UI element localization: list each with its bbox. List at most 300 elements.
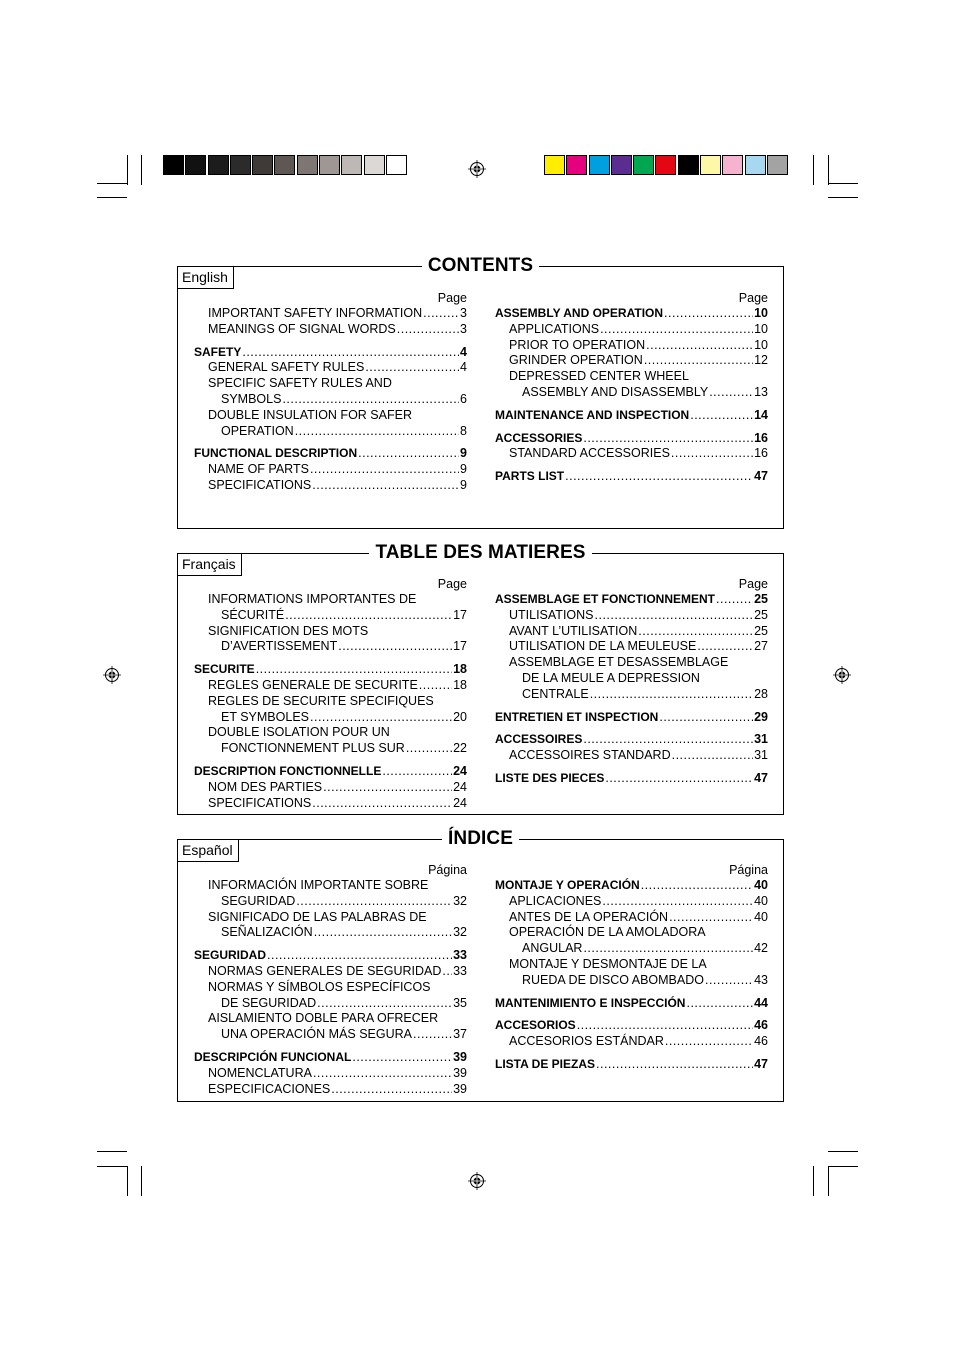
toc-entry (194, 1027, 467, 1043)
toc-entry-text: NOM DES PARTIES (208, 779, 323, 794)
grayscale-calibration-bar (163, 155, 408, 175)
dot-leader (641, 878, 753, 894)
toc-entry (495, 655, 768, 671)
toc-page-number: 47 (754, 770, 768, 785)
color-swatch (589, 155, 610, 175)
toc-spacer (194, 655, 467, 662)
toc-left-column (194, 576, 467, 811)
toc-entry-text: DESCRIPCIÓN FUNCIONAL (194, 1049, 352, 1064)
toc-page-number: 43 (754, 972, 768, 987)
toc-entry (194, 694, 467, 710)
dot-leader (423, 306, 459, 322)
toc-entry (194, 964, 467, 980)
toc-page-number: 33 (453, 963, 467, 978)
dot-leader (659, 710, 753, 726)
toc-page-number: 3 (460, 321, 467, 336)
dot-leader (590, 687, 753, 703)
dot-leader (705, 973, 753, 989)
dot-leader (312, 796, 452, 812)
toc-page-number: 24 (453, 763, 467, 778)
section-title: CONTENTS (422, 254, 539, 278)
gray-swatch (208, 155, 229, 175)
toc-page-number: 22 (453, 741, 467, 756)
toc-entry (495, 338, 768, 354)
toc-page-number: 28 (754, 686, 768, 701)
toc-page-number: 42 (754, 941, 768, 956)
dot-leader (365, 360, 459, 376)
toc-page-number: 8 (460, 423, 467, 438)
dot-leader (709, 385, 753, 401)
toc-page-number: 10 (754, 306, 768, 320)
toc-entry-text: SPECIFIC SAFETY RULES AND (208, 376, 392, 391)
toc-spacer (495, 703, 768, 710)
toc-entry-text: SAFETY (194, 344, 242, 359)
toc-page-number: 25 (754, 607, 768, 622)
dot-leader (671, 446, 753, 462)
dot-leader (295, 424, 459, 440)
dot-leader (256, 662, 452, 678)
toc-entry-text: LISTE DES PIECES (495, 770, 605, 785)
color-swatch (678, 155, 699, 175)
toc-entry (194, 780, 467, 796)
toc-page-number: 13 (754, 384, 768, 399)
toc-entry (495, 1034, 768, 1050)
toc-entry-text: SYMBOLS (221, 391, 282, 406)
toc-page-number: 44 (754, 995, 768, 1010)
toc-spacer (495, 725, 768, 732)
toc-entry-text: ASSEMBLY AND OPERATION (495, 306, 664, 320)
toc-entry-text: ET SYMBOLES (221, 709, 309, 724)
toc-page-number: 9 (460, 462, 467, 477)
toc-page-number: 9 (460, 477, 467, 492)
toc-right-column (495, 862, 768, 1073)
page-column-header: Página (729, 863, 768, 877)
toc-entry-text: SPECIFICATIONS (208, 795, 312, 810)
toc-english (177, 255, 784, 529)
toc-entry-text: MEANINGS OF SIGNAL WORDS (208, 321, 396, 336)
toc-entry-text: FONCTIONNEMENT PLUS SUR (221, 741, 405, 756)
registration-mark-icon (468, 1172, 486, 1190)
toc-entry (194, 360, 467, 376)
toc-heading-entry (495, 469, 768, 485)
toc-page-number: 46 (754, 1034, 768, 1049)
toc-entry-text: APPLICATIONS (509, 321, 600, 336)
toc-right-column (495, 290, 768, 485)
toc-page-number: 24 (453, 779, 467, 794)
dot-leader (338, 639, 452, 655)
toc-heading-entry (495, 732, 768, 748)
toc-page-number: 10 (754, 321, 768, 336)
toc-spacer (495, 764, 768, 771)
toc-page-number: 27 (754, 639, 768, 654)
toc-entry (495, 973, 768, 989)
toc-entry (194, 1066, 467, 1082)
color-swatch (566, 155, 587, 175)
toc-page-number: 16 (754, 446, 768, 461)
dot-leader (664, 306, 753, 322)
dot-leader (310, 462, 459, 478)
toc-entry-text: STANDARD ACCESSORIES (509, 446, 670, 461)
dot-leader (605, 771, 753, 787)
toc-entry-text: SPECIFICATIONS (208, 477, 312, 492)
toc-entry (194, 608, 467, 624)
toc-entry-text: NAME OF PARTS (208, 462, 309, 477)
toc-entry (495, 353, 768, 369)
dot-leader (331, 1082, 452, 1098)
toc-entry-text: DOUBLE ISOLATION POUR UN (208, 725, 390, 740)
toc-page-number: 17 (453, 639, 467, 654)
toc-entry (495, 687, 768, 703)
toc-heading-entry (495, 431, 768, 447)
toc-entry-text: SIGNIFICATION DES MOTS (208, 623, 369, 638)
gray-swatch (364, 155, 385, 175)
toc-entry-text: GRINDER OPERATION (509, 353, 643, 368)
toc-entry-text: ASSEMBLAGE ET DESASSEMBLAGE (509, 655, 729, 670)
toc-page-number: 16 (754, 430, 768, 445)
gray-swatch (230, 155, 251, 175)
toc-page-number: 25 (754, 592, 768, 606)
toc-entry (495, 941, 768, 957)
toc-entry-text: NORMAS GENERALES DE SEGURIDAD (208, 963, 442, 978)
toc-page-number: 4 (460, 360, 467, 375)
toc-entry (194, 741, 467, 757)
dot-leader (600, 322, 753, 338)
toc-entry-text: RUEDA DE DISCO ABOMBADO (522, 972, 704, 987)
toc-entry-text: PARTS LIST (495, 469, 565, 484)
registration-mark-icon (468, 160, 486, 178)
toc-spacer (495, 424, 768, 431)
toc-entry (194, 725, 467, 741)
page-column-header: Page (738, 291, 768, 305)
page-column-header: Page (738, 577, 768, 591)
toc-entry (194, 592, 467, 608)
dot-leader (442, 964, 452, 980)
toc-spacer (194, 338, 467, 345)
toc-entry-text: REGLES DE SECURITE SPECIFIQUES (208, 693, 434, 708)
toc-page-number: 37 (453, 1027, 467, 1042)
toc-entry (194, 376, 467, 392)
toc-entry-text: D’AVERTISSEMENT (221, 639, 338, 654)
dot-leader (323, 780, 452, 796)
toc-entry (194, 796, 467, 812)
toc-entry-text: SIGNIFICADO DE LAS PALABRAS DE (208, 909, 427, 924)
toc-entry-text: ASSEMBLY AND DISASSEMBLY (522, 384, 709, 399)
toc-left-column (194, 290, 467, 494)
toc-entry-text: ACCESSOIRES (495, 732, 583, 747)
toc-entry-text: ANGULAR (522, 941, 583, 956)
toc-page-number: 32 (453, 893, 467, 908)
toc-page-number: 12 (754, 353, 768, 368)
page-column-header: Page (437, 291, 467, 305)
toc-entry-text: MAINTENANCE AND INSPECTION (495, 407, 690, 422)
toc-entry (194, 408, 467, 424)
toc-entry (194, 424, 467, 440)
toc-entry (495, 322, 768, 338)
toc-page-number: 18 (453, 677, 467, 692)
toc-entry-text: MONTAJE Y DESMONTAJE DE LA (509, 956, 707, 971)
toc-entry-text: ASSEMBLAGE ET FONCTIONNEMENT (495, 592, 716, 606)
toc-entry (194, 980, 467, 996)
page-column-header: Página (428, 863, 467, 877)
dot-leader (690, 408, 753, 424)
dot-leader (310, 710, 452, 726)
toc-entry (194, 478, 467, 494)
dot-leader (644, 353, 753, 369)
toc-heading-entry (495, 996, 768, 1012)
dot-leader (697, 639, 753, 655)
toc-entry-text: UTILISATION DE LA MEULEUSE (509, 639, 697, 654)
toc-page-number: 24 (453, 795, 467, 810)
toc-heading-entry (194, 1050, 467, 1066)
toc-entry-text: ACCESORIOS ESTÁNDAR (509, 1034, 664, 1049)
toc-entry-text: NOMENCLATURA (208, 1065, 312, 1080)
toc-entry-text: SECURITE (194, 662, 255, 677)
toc-entry-text: REGLES GENERALE DE SECURITE (208, 677, 418, 692)
toc-left-column (194, 862, 467, 1097)
gray-swatch (386, 155, 407, 175)
toc-heading-entry (495, 878, 768, 894)
toc-entry-text: INFORMACIÓN IMPORTANTE SOBRE (208, 878, 429, 892)
dot-leader (296, 894, 452, 910)
section-title: ÍNDICE (442, 827, 519, 851)
toc-entry (194, 1082, 467, 1098)
toc-page-number: 31 (754, 732, 768, 747)
dot-leader (595, 608, 754, 624)
gray-swatch (163, 155, 184, 175)
toc-entry (194, 462, 467, 478)
toc-entry (495, 748, 768, 764)
toc-entry (495, 910, 768, 926)
registration-mark-icon (103, 666, 121, 684)
toc-heading-entry (495, 1018, 768, 1034)
dot-leader (665, 1034, 753, 1050)
dot-leader (686, 996, 753, 1012)
toc-entry (194, 910, 467, 926)
toc-espanol (177, 828, 784, 1102)
toc-entry-text: LISTA DE PIEZAS (495, 1056, 596, 1071)
dot-leader (596, 1057, 753, 1073)
toc-entry-text: UNA OPERACIÓN MÁS SEGURA (221, 1027, 413, 1042)
color-swatch (700, 155, 721, 175)
dot-leader (672, 748, 753, 764)
toc-entry-text: SEGURIDAD (194, 948, 267, 963)
toc-entry-text: SEÑALIZACIÓN (221, 925, 313, 940)
dot-leader (267, 948, 452, 964)
toc-entry-text: IMPORTANT SAFETY INFORMATION (208, 306, 423, 320)
toc-entry-text: ENTRETIEN ET INSPECTION (495, 709, 659, 724)
toc-entry-text: DESCRIPTION FONCTIONNELLE (194, 763, 382, 778)
toc-entry-text: ANTES DE LA OPERACIÓN (509, 909, 669, 924)
dot-leader (382, 764, 452, 780)
toc-entry (495, 639, 768, 655)
page-column-header: Page (437, 577, 467, 591)
dot-leader (583, 732, 753, 748)
gray-swatch (319, 155, 340, 175)
toc-page-number: 39 (453, 1065, 467, 1080)
toc-spacer (495, 1050, 768, 1057)
dot-leader (602, 894, 753, 910)
toc-heading-entry (495, 306, 768, 322)
toc-entry (194, 624, 467, 640)
toc-entry-text: DOUBLE INSULATION FOR SAFER (208, 407, 412, 422)
language-label: English (178, 267, 234, 289)
toc-entry (495, 671, 768, 687)
dot-leader (282, 392, 459, 408)
gray-swatch (341, 155, 362, 175)
gray-swatch (274, 155, 295, 175)
toc-page-number: 39 (453, 1049, 467, 1064)
toc-page-number: 6 (460, 391, 467, 406)
dot-leader (285, 608, 452, 624)
gray-swatch (185, 155, 206, 175)
toc-entry (194, 878, 467, 894)
toc-entry (495, 624, 768, 640)
toc-heading-entry (495, 771, 768, 787)
toc-entry (495, 369, 768, 385)
toc-entry-text: OPERACIÓN DE LA AMOLADORA (509, 925, 706, 940)
toc-spacer (194, 757, 467, 764)
dot-leader (646, 338, 753, 354)
color-swatch (722, 155, 743, 175)
toc-entry-text: CENTRALE (522, 686, 589, 701)
toc-page-number: 47 (754, 1056, 768, 1071)
toc-entry (194, 894, 467, 910)
toc-entry-text: SÉCURITÉ (221, 607, 285, 622)
toc-entry (495, 385, 768, 401)
toc-heading-entry (194, 948, 467, 964)
toc-entry (194, 639, 467, 655)
toc-entry-text: DE LA MEULE A DEPRESSION (522, 670, 700, 685)
toc-spacer (194, 1043, 467, 1050)
dot-leader (669, 910, 753, 926)
toc-entry-text: DEPRESSED CENTER WHEEL (509, 369, 689, 384)
toc-page-number: 29 (754, 709, 768, 724)
toc-page-number: 31 (754, 748, 768, 763)
registration-mark-icon (833, 666, 851, 684)
toc-right-column (495, 576, 768, 787)
toc-page-number: 4 (460, 344, 467, 359)
toc-heading-entry (495, 710, 768, 726)
toc-entry (495, 894, 768, 910)
toc-entry-text: UTILISATIONS (509, 607, 594, 622)
toc-page-number: 47 (754, 469, 768, 484)
dot-leader (565, 469, 753, 485)
dot-leader (413, 1027, 452, 1043)
toc-heading-entry (495, 592, 768, 608)
dot-leader (397, 322, 459, 338)
toc-entry-text: ACCESSOIRES STANDARD (509, 748, 671, 763)
dot-leader (242, 345, 459, 361)
toc-entry (194, 322, 467, 338)
toc-entry (194, 996, 467, 1012)
toc-entry-text: FUNCTIONAL DESCRIPTION (194, 446, 358, 461)
dot-leader (577, 1018, 753, 1034)
toc-heading-entry (194, 662, 467, 678)
toc-page-number: 17 (453, 607, 467, 622)
toc-entry-text: SEGURIDAD (221, 893, 296, 908)
toc-page-number: 40 (754, 878, 768, 892)
toc-heading-entry (495, 1057, 768, 1073)
dot-leader (313, 1066, 452, 1082)
toc-entry (495, 446, 768, 462)
toc-page-number: 40 (754, 893, 768, 908)
toc-page-number: 40 (754, 909, 768, 924)
toc-page-number: 39 (453, 1081, 467, 1096)
dot-leader (583, 431, 753, 447)
toc-entry-text: MONTAJE Y OPERACIÓN (495, 878, 640, 892)
toc-entry (194, 392, 467, 408)
toc-heading-entry (194, 764, 467, 780)
toc-entry-text: AVANT L’UTILISATION (509, 623, 638, 638)
dot-leader (406, 741, 452, 757)
dot-leader (314, 925, 452, 941)
toc-page-number: 14 (754, 407, 768, 422)
toc-entry (194, 710, 467, 726)
color-swatch (544, 155, 565, 175)
toc-entry-text: APLICACIONES (509, 893, 602, 908)
toc-entry-text: NORMAS Y SÍMBOLOS ESPECÍFICOS (208, 979, 431, 994)
gray-swatch (297, 155, 318, 175)
color-swatch (767, 155, 788, 175)
toc-page-number: 32 (453, 925, 467, 940)
toc-heading-entry (194, 446, 467, 462)
dot-leader (419, 678, 452, 694)
toc-heading-entry (495, 408, 768, 424)
toc-entry (194, 1011, 467, 1027)
toc-page-number: 35 (453, 995, 467, 1010)
toc-entry (495, 608, 768, 624)
dot-leader (638, 624, 753, 640)
toc-page-number: 3 (460, 306, 467, 320)
dot-leader (358, 446, 459, 462)
toc-francais (177, 542, 784, 815)
dot-leader (312, 478, 459, 494)
toc-spacer (495, 462, 768, 469)
toc-entry-text: GENERAL SAFETY RULES (208, 360, 365, 375)
language-label: Español (178, 840, 239, 862)
toc-entry (495, 957, 768, 973)
toc-entry (194, 306, 467, 322)
toc-entry-text: DE SEGURIDAD (221, 995, 317, 1010)
toc-spacer (495, 1011, 768, 1018)
toc-page-number: 46 (754, 1018, 768, 1033)
color-swatch (633, 155, 654, 175)
toc-spacer (495, 401, 768, 408)
toc-entry-text: MANTENIMIENTO E INSPECCIÓN (495, 995, 686, 1010)
dot-leader (352, 1050, 452, 1066)
toc-spacer (495, 989, 768, 996)
toc-heading-entry (194, 345, 467, 361)
toc-entry-text: ACCESSORIES (495, 430, 583, 445)
dot-leader (716, 592, 753, 608)
toc-entry-text: PRIOR TO OPERATION (509, 337, 646, 352)
toc-entry-text: ACCESORIOS (495, 1018, 576, 1033)
toc-entry-text: AISLAMIENTO DOBLE PARA OFRECER (208, 1011, 439, 1026)
toc-page-number: 25 (754, 623, 768, 638)
toc-page-number: 33 (453, 948, 467, 963)
toc-entry (495, 925, 768, 941)
toc-entry-text: INFORMATIONS IMPORTANTES DE (208, 592, 417, 606)
color-swatch (655, 155, 676, 175)
toc-page-number: 10 (754, 337, 768, 352)
toc-entry-text: OPERATION (221, 423, 294, 438)
color-swatch (611, 155, 632, 175)
toc-page-number: 18 (453, 662, 467, 677)
toc-entry (194, 678, 467, 694)
toc-entry (194, 925, 467, 941)
toc-spacer (194, 941, 467, 948)
gray-swatch (252, 155, 273, 175)
